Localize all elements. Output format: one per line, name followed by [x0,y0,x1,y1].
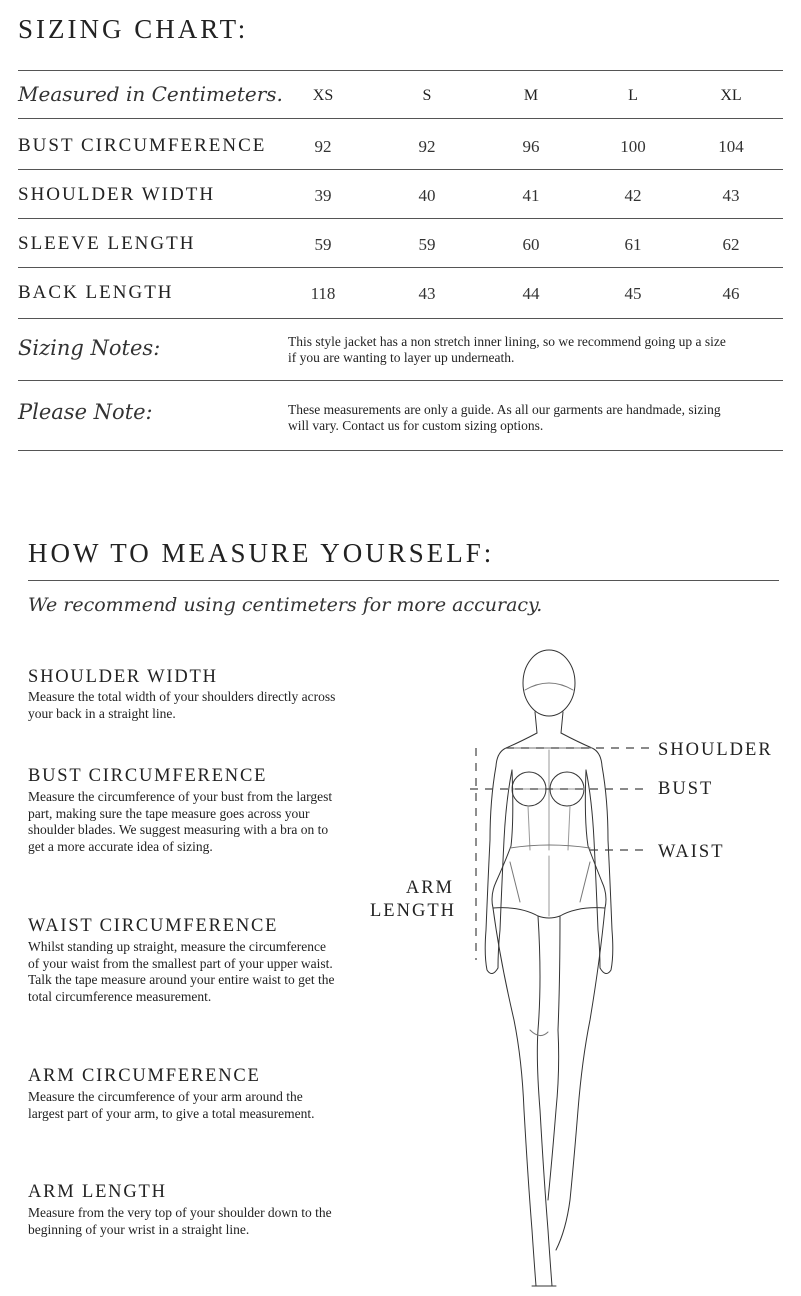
sizing-notes-text: This style jacket has a non stretch inner lining, so we recommend going up a size if you are wanting to layer up underneath. [288,334,726,365]
table-cell: 118 [310,284,336,303]
size-header-m: M [523,87,539,104]
sizing-notes-label: Sizing Notes: [18,336,161,360]
table-cell: 42 [624,186,642,205]
measure-item-title: WAIST CIRCUMFERENCE [28,916,279,936]
table-cell: 44 [522,284,540,303]
figure-label-waist: WAIST [658,842,725,862]
sizing-chart-title: SIZING CHART: [18,14,249,44]
table-cell: 96 [522,137,540,156]
measured-in-label: Measured in Centimeters. [18,82,283,106]
table-cell: 59 [314,235,332,254]
measure-item-desc: Whilst standing up straight, measure the circumference of your waist from the smallest part of your upper waist. Talk the tape measure around your entire waist to get the total circumference measurement. [28,939,335,1004]
measure-item-title: SHOULDER WIDTH [28,667,218,687]
please-note-text: These measurements are only a guide. As all our garments are handmade, sizing will vary. Contact us for custom sizing options. [288,402,721,433]
size-header-s: S [422,87,432,104]
table-cell: 59 [418,235,436,254]
measure-item-title: BUST CIRCUMFERENCE [28,766,268,786]
table-cell: 100 [620,137,646,156]
table-cell: 39 [314,186,332,205]
table-cell: 43 [722,186,740,205]
table-cell: 61 [624,235,642,254]
row-label-back: BACK LENGTH [18,282,174,303]
table-cell: 92 [314,137,332,156]
figure-label-shoulder: SHOULDER [658,740,773,760]
measure-subtitle: We recommend using centimeters for more accuracy. [28,594,543,616]
measure-item-desc: Measure the total width of your shoulders directly across your back in a straight line. [28,689,336,721]
table-cell: 104 [718,137,744,156]
table-cell: 60 [522,235,540,254]
measure-item-desc: Measure the circumference of your arm around the largest part of your arm, to give a total measurement. [28,1089,315,1121]
measure-item-desc: Measure the circumference of your bust from the largest part, making sure the tape measure goes across your shoulder blades. We suggest measuring with a bra on to get a more accurate idea of sizing. [28,789,333,854]
table-cell: 92 [418,137,436,156]
table-cell: 43 [418,284,436,303]
please-note-label: Please Note: [18,400,153,424]
table-cell: 40 [418,186,436,205]
measure-item-desc: Measure from the very top of your shoulder down to the beginning of your wrist in a straight line. [28,1205,332,1237]
size-header-l: L [628,87,638,104]
measure-item-title: ARM LENGTH [28,1182,167,1202]
table-cell: 62 [722,235,740,254]
how-to-measure-title: HOW TO MEASURE YOURSELF: [28,538,495,568]
row-label-bust: BUST CIRCUMFERENCE [18,135,267,156]
size-header-xl: XL [720,87,742,104]
table-cell: 45 [624,284,642,303]
size-header-xs: XS [312,87,334,104]
figure-label-arm: ARM [405,878,454,898]
table-cell: 41 [522,186,540,205]
figure-label-length: LENGTH [370,901,456,921]
measure-item-title: ARM CIRCUMFERENCE [28,1066,261,1086]
figure-label-bust: BUST [658,779,714,799]
table-cell: 46 [722,284,740,303]
row-label-shoulder: SHOULDER WIDTH [18,184,216,205]
row-label-sleeve: SLEEVE LENGTH [18,233,196,254]
